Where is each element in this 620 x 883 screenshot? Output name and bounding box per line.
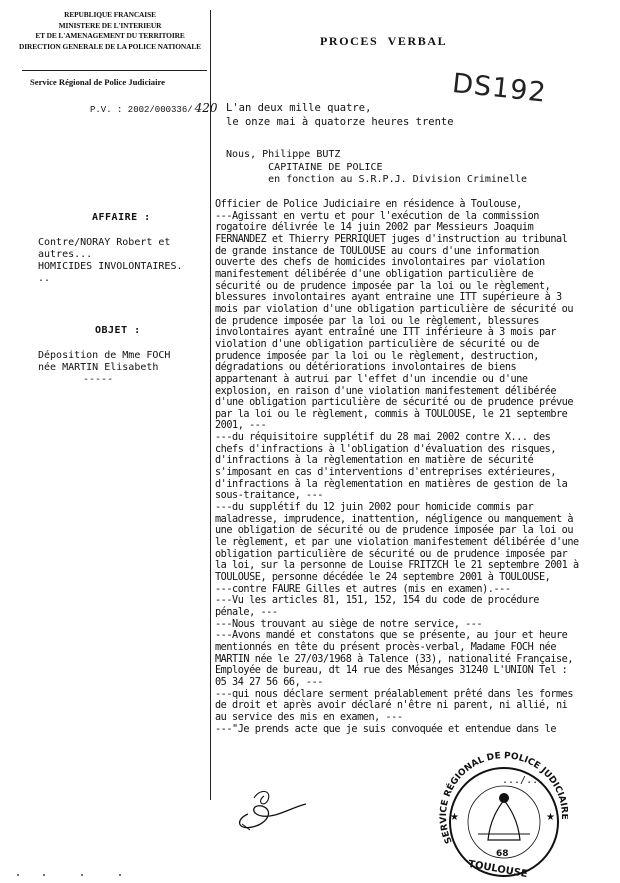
affaire-line: .. [38, 273, 51, 284]
objet-line: née MARTIN Elisabeth [38, 362, 159, 373]
statement-line: FERNANDEZ et Thierry PERRIQUET juges d'instruction au tribunal [215, 233, 568, 245]
statement-line: au service des mis en examen, --- [215, 711, 403, 723]
stamp-star-icon: ★ [546, 812, 555, 823]
statement-line: ---Agissant en vertu et pour l'exécution de la commission [215, 210, 539, 222]
affaire-line: Contre/NORAY Robert et [38, 237, 171, 248]
statement-line: Employée de bureau, dt 14 rue des Mésanges 31240 L'UNION Tel : [215, 665, 568, 677]
statement-line: ---"Je prends acte que je suis convoquée et entendue dans le [215, 723, 557, 735]
statement-line: de grande instance de TOULOUSE au cours d'une information [215, 245, 539, 257]
header-line: MINISTERE DE L'INTERIEUR [58, 20, 162, 30]
header-line: ET DE L'AMENAGEMENT DU TERRITOIRE [35, 31, 185, 40]
statement-line: mois par violation d'une obligation particulière de sécurité ou [215, 303, 574, 315]
objet-line: ----- [83, 374, 114, 385]
statement-line: manifestement délibérée d'une obligation particulière de [215, 268, 534, 280]
statement-line: violation d'une obligation particulière de sécurité ou de [215, 338, 539, 350]
affaire-label: AFFAIRE : [92, 212, 151, 223]
statement-line: obligation particulière de sécurité ou de prudence imposée par [215, 548, 568, 560]
statement-line: ---du réquisitoire supplétif du 28 mai 2002 contre X... des [215, 432, 551, 444]
statement-line: chefs d'infractions à l'obligation d'évaluation des risques, [215, 443, 557, 455]
statement-line: ---contre FAURE Gilles et autres (mis en examen).--- [215, 583, 511, 595]
statement-line: ---Nous trouvant au siège de notre service, --- [215, 618, 483, 630]
statement-line: involontaires ayant entraîné une ITT inférieure à 3 mois par [215, 327, 557, 339]
statement-line: pénale, --- [215, 606, 278, 618]
statement-line: ---Avons mandé et constatons que se présente, au jour et heure [215, 630, 568, 642]
statement-line: blessures involontaires ayant entraine une ITT supérieure à 3 [215, 292, 562, 304]
date-line: L'an deux mille quatre, [226, 102, 372, 114]
stamp-number: 68 [496, 849, 509, 859]
statement-line: d'infractions à la règlementation en matière de sécurité [215, 455, 534, 467]
header-divider [22, 70, 207, 71]
police-stamp [438, 750, 568, 881]
statement-line: de prudence imposée par la loi ou le règlement, blessures [215, 315, 539, 327]
statement-line: par la loi ou le règlement, commis à TOULOUSE, le 21 septembre [215, 408, 568, 420]
statement-line: s'imposant en cas d'interventions d'entreprises extérieures, [215, 467, 557, 479]
statement-line: explosion, en raison d'une violation manifestement délibérée [215, 385, 557, 397]
statement-line: le règlement, et par une violation manifestement délibérée d'une [215, 537, 579, 549]
header-line: DIRECTION GENERALE DE LA POLICE NATIONALE [18, 41, 201, 51]
officer-assignment: en fonction au S.R.P.J. Division Criminelle [268, 174, 528, 185]
pv-prefix: P.V. : 2002/000336/ [90, 105, 193, 115]
objet-line: Déposition de Mme FOCH [38, 350, 171, 361]
statement-line: ---Vu les articles 81, 151, 152, 154 du code de procédure [215, 595, 539, 607]
date-block [226, 102, 454, 129]
objet-details [38, 350, 170, 386]
officer-rank: CAPITAINE DE POLICE [268, 161, 383, 173]
stamp-text: SERVICE RÉGIONAL DE POLICE JUDICIAIR [438, 751, 568, 845]
statement-line: 05 34 27 56 66, --- [215, 676, 323, 688]
objet-label: OBJET : [95, 325, 141, 336]
statement-line: Officier de Police Judiciaire en résidence à Toulouse, [215, 199, 522, 210]
statement-body [215, 199, 615, 735]
statement-line: la loi, sur la personne de Louise FRITZCH le 21 septembre 2001 à [215, 560, 579, 572]
statement-line: de droit et après avoir déclaré n'être ni parent, ni allié, ni [215, 700, 568, 712]
margin-rule [210, 10, 211, 800]
statement-line: MARTIN née le 27/03/1968 à Talence (33), nationalité Française, [215, 653, 574, 665]
statement-line: TOULOUSE, personne décédée le 24 septembre 2001 à TOULOUSE, [215, 572, 551, 583]
pv-handwritten-number: 420 [194, 101, 218, 115]
officer-block [226, 149, 527, 187]
affaire-line: autres... [38, 249, 93, 260]
statement-line: 2001, --- [215, 420, 267, 432]
document-title: PROCES VERBAL [320, 34, 448, 48]
statement-line: d'une obligation particulière de sécurité ou de prudence prévue [215, 397, 574, 409]
nous-label: Nous, [226, 149, 257, 160]
date-line: le onze mai à quatorze heures trente [226, 115, 454, 128]
statement-line: ---qui nous déclare serment préalablement prêté dans les formes [215, 688, 574, 700]
statement-line: ouverte des chefs de homicides involontaires par violation [215, 257, 545, 269]
affaire-details [38, 237, 183, 285]
affaire-line: HOMICIDES INVOLONTAIRES. [38, 261, 183, 272]
statement-line: une obligation de sécurité ou de prudence imposée par la loi ou [215, 525, 574, 537]
statement-line: mentionnés en tête du présent procès-verbal, Madame FOCH née [215, 641, 557, 653]
statement-line: sous-traitance, --- [215, 490, 323, 502]
statement-line: dégradations ou détériorations involontaires de biens [215, 362, 517, 374]
header-line: REPUBLIQUE FRANCAISE [64, 10, 156, 19]
ministry-header [10, 10, 210, 52]
continuation-mark: .../... [502, 775, 545, 786]
stamp-star-icon: ★ [450, 812, 459, 823]
handwritten-reference: DS192 [450, 68, 548, 109]
statement-line: rogatoire délivrée le 14 juin 2002 par Messieurs Joaquim [215, 222, 534, 234]
statement-line: maladresse, imprudence, inattention, négligence ou manquement à [215, 513, 574, 525]
statement-line: ---du supplétif du 12 juin 2002 pour homicide commis par [215, 502, 534, 514]
statement-line: sécurité ou de prudence imposée par la loi ou le règlement, [215, 280, 551, 292]
statement-line: appartenant à autrui par l'effet d'un incendie ou d'une [215, 373, 528, 385]
stamp-city: TOULOUSE [467, 858, 529, 877]
signature [228, 780, 318, 844]
statement-line: prudence imposée par la loi ou le règlement, destruction, [215, 350, 539, 362]
pv-number [90, 101, 218, 115]
service-name: Service Régional de Police Judiciaire [30, 77, 165, 87]
statement-line: d'infractions à la règlementation en matières de gestion de la [215, 478, 568, 490]
officer-name: Philippe BUTZ [262, 149, 341, 160]
scan-edge-marks [0, 864, 620, 883]
